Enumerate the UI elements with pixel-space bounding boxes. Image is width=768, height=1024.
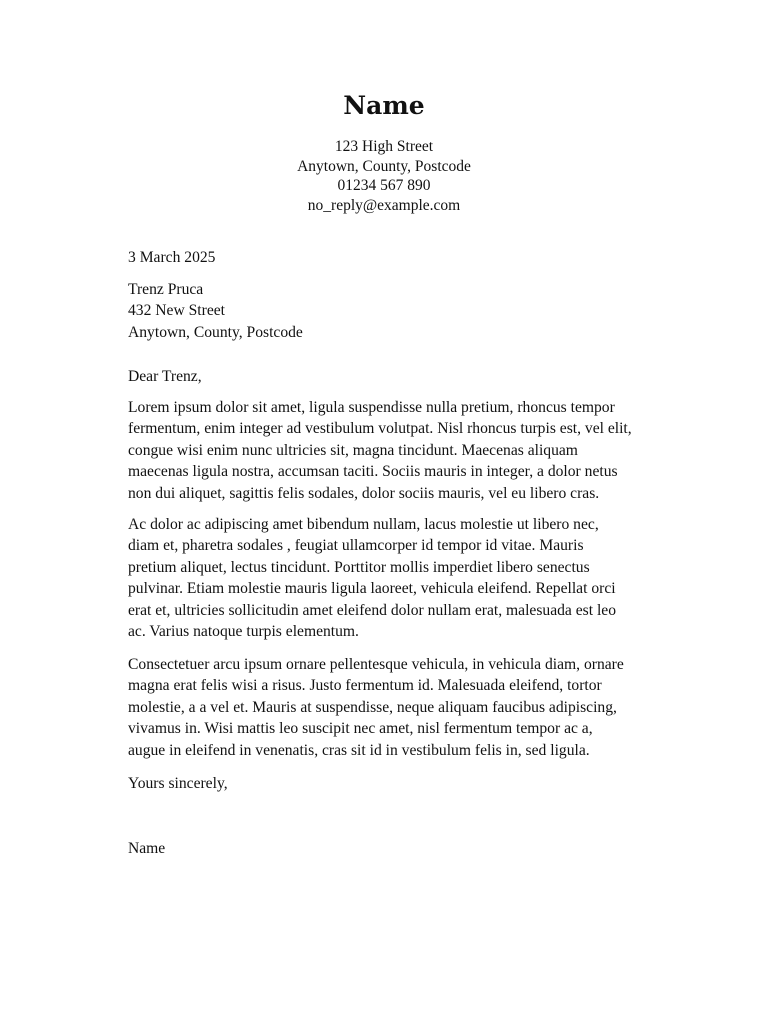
paragraph-1 <box>128 397 640 504</box>
paragraph-line: congue wisi enim nunc ultricies sit, magna tincidunt. Maecenas aliquam <box>128 441 578 459</box>
salutation: Dear Trenz, <box>128 368 202 385</box>
recipient-name: Trenz Pruca <box>128 281 204 298</box>
paragraph-2 <box>128 514 640 642</box>
paragraph-line: diam et, pharetra sodales , feugiat ullamcorper id tempor id vitae. Mauris <box>128 537 584 555</box>
signature-name: Name <box>128 840 166 857</box>
paragraph-3 <box>128 654 640 761</box>
closing: Yours sincerely, <box>128 775 228 792</box>
paragraph-line: pretium aliquet, lectus tincidunt. Porttitor mollis imperdiet libero senectus <box>128 558 590 576</box>
paragraph-line: non dui aliquet, sagittis felis sodales, dolor sociis mauris, vel eu libero cras. <box>128 484 600 502</box>
paragraph-line: erat et, ultricies sollicitudin amet eleifend dolor nullam erat, malesuada est leo <box>128 601 616 619</box>
sender-street: 123 High Street <box>334 138 434 155</box>
recipient-street: 432 New Street <box>128 302 226 320</box>
recipient-town: Anytown, County, Postcode <box>128 323 303 341</box>
paragraph-line: maecenas ligula nostra, accumsan taciti. Sociis mauris in integer, a dolor netus <box>128 463 618 481</box>
paragraph-line: augue in eleifend in venenatis, cras sit id in vestibulum felis in, sed ligula. <box>128 741 590 759</box>
sender-email: no_reply@example.com <box>307 196 461 214</box>
paragraph-line: Ac dolor ac adipiscing amet bibendum nullam, lacus molestie ut libero nec, <box>128 516 599 533</box>
letter-date: 3 March 2025 <box>128 249 216 266</box>
sender-address <box>0 137 768 215</box>
paragraph-line: magna erat felis wisi a risus. Justo fermentum id. Malesuada eleifend, tortor <box>128 677 602 695</box>
sender-town: Anytown, County, Postcode <box>297 157 471 175</box>
sender-name: Name <box>343 91 425 120</box>
paragraph-line: fermentum, enim integer ad vestibulum volutpat. Nisl rhoncus turpis est, vel elit, <box>128 420 632 438</box>
sender-phone: 01234 567 890 <box>337 177 431 195</box>
paragraph-line: pulvinar. Etiam molestie mauris ligula laoreet, vehicula eleifend. Repellat orci <box>128 580 616 598</box>
paragraph-line: molestie, a a vel et. Mauris at suspendisse, neque aliquam faucibus adipiscing, <box>128 698 617 716</box>
paragraph-line: Lorem ipsum dolor sit amet, ligula suspendisse nulla pretium, rhoncus tempor <box>128 399 615 416</box>
recipient-address <box>128 279 640 343</box>
paragraph-line: vivamus in. Wisi mattis leo suscipit nec amet, nisl fermentum tempor ac a, <box>128 720 593 738</box>
paragraph-line: Consectetuer arcu ipsum ornare pellentesque vehicula, in vehicula diam, ornare <box>128 656 624 673</box>
paragraph-line: ac. Varius natoque turpis elementum. <box>128 623 359 641</box>
